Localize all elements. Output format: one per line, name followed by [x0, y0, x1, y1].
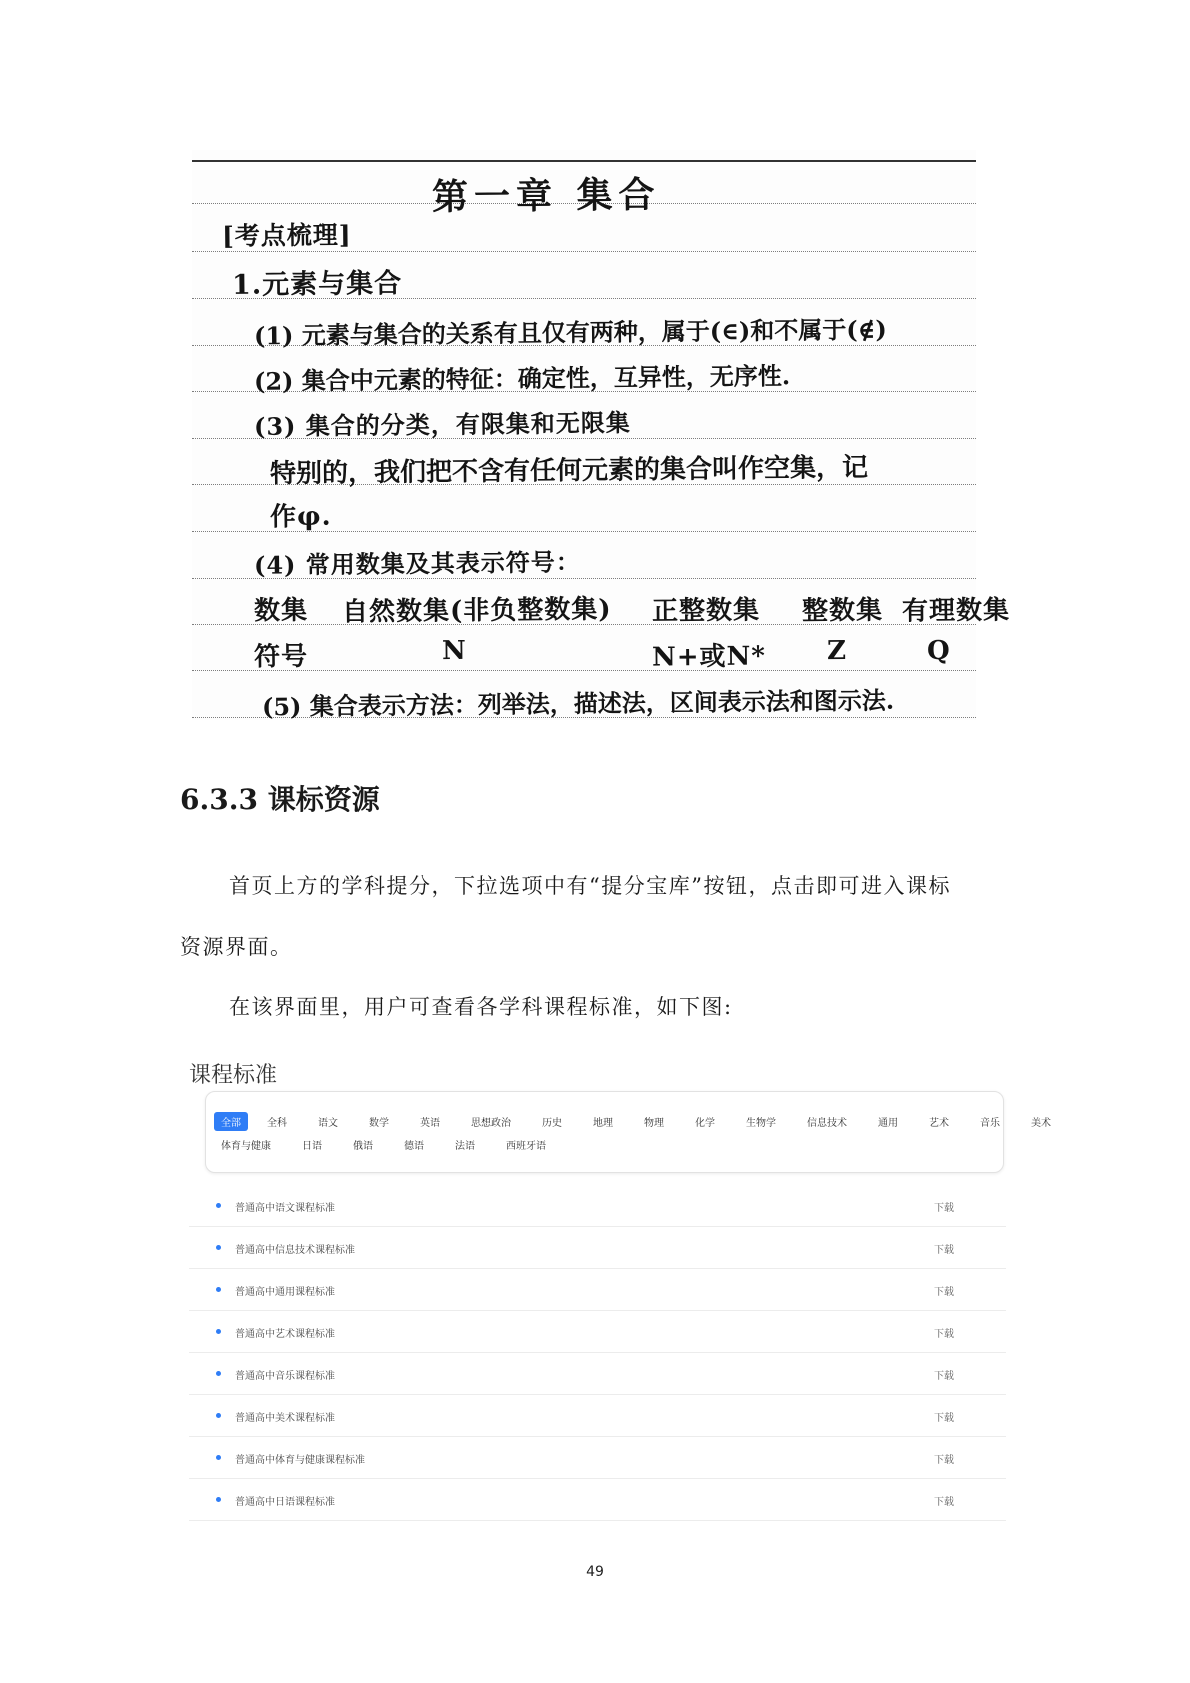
standard-name[interactable]: 普通高中信息技术课程标准: [235, 1245, 355, 1256]
number-set-symbol: Z: [826, 635, 848, 667]
subject-chip[interactable]: 艺术: [929, 1118, 949, 1129]
subject-chip[interactable]: 体育与健康: [221, 1141, 271, 1152]
paragraph: 在该界面里，用户可查看各学科课程标准，如下图:: [229, 995, 733, 1019]
notebook-line: 1.元素与集合: [231, 268, 403, 301]
page-number: 49: [586, 1564, 604, 1580]
standard-name[interactable]: 普通高中体育与健康课程标准: [235, 1455, 365, 1466]
subject-chip[interactable]: 法语: [455, 1141, 475, 1152]
download-link[interactable]: 下载: [934, 1287, 954, 1298]
bullet-dot-icon: [216, 1455, 221, 1460]
list-item: [189, 1353, 1006, 1395]
number-set-symbol: Q: [926, 635, 951, 667]
notebook-line: (4) 常用数集及其表示符号：: [253, 547, 581, 580]
subject-chip[interactable]: 历史: [542, 1118, 562, 1129]
notebook-line: (1) 元素与集合的关系有且仅有两种，属于(∈)和不属于(∉): [253, 314, 887, 351]
list-item: [189, 1437, 1006, 1479]
subject-chip[interactable]: 西班牙语: [506, 1141, 546, 1152]
subject-chip[interactable]: 生物学: [746, 1118, 776, 1129]
subject-chip[interactable]: 俄语: [353, 1141, 373, 1152]
section-heading: 6.3.3 课标资源: [180, 783, 380, 816]
subject-chip-row: [214, 1135, 570, 1154]
download-link[interactable]: 下载: [934, 1413, 954, 1424]
bullet-dot-icon: [216, 1245, 221, 1250]
standards-list: [189, 1185, 1006, 1521]
subject-chip[interactable]: 通用: [878, 1118, 898, 1129]
standard-name[interactable]: 普通高中通用课程标准: [235, 1287, 335, 1298]
paragraph: 资源界面。: [180, 935, 293, 959]
bullet-dot-icon: [216, 1413, 221, 1418]
notebook-line: 特别的，我们把不含有任何元素的集合叫作空集，记: [269, 452, 869, 490]
download-link[interactable]: 下载: [934, 1245, 954, 1256]
subject-chip[interactable]: 思想政治: [471, 1118, 511, 1129]
download-link[interactable]: 下载: [934, 1329, 954, 1340]
subject-chip[interactable]: 美术: [1031, 1118, 1051, 1129]
notebook-rule: [192, 670, 976, 671]
list-item: [189, 1479, 1006, 1521]
notebook-top-rule: [192, 160, 976, 162]
number-set-header: 正整数集: [651, 595, 761, 627]
notebook-line: (2) 集合中元素的特征：确定性，互异性，无序性.: [253, 361, 791, 396]
subject-chip[interactable]: 全部: [214, 1112, 248, 1131]
number-set-symbol: N: [441, 635, 467, 667]
number-set-symbol: 符号: [253, 641, 309, 673]
number-set-symbol: N+或N*: [651, 641, 767, 673]
bullet-dot-icon: [216, 1497, 221, 1502]
number-set-header: 整数集: [801, 595, 884, 627]
number-set-header: 数集: [253, 595, 309, 627]
number-set-header: 自然数集(非负整数集): [341, 594, 612, 628]
bullet-dot-icon: [216, 1371, 221, 1376]
notebook-line: (3) 集合的分类，有限集和无限集: [253, 408, 631, 441]
subject-chip[interactable]: 德语: [404, 1141, 424, 1152]
bullet-dot-icon: [216, 1287, 221, 1292]
subject-chip[interactable]: 语文: [318, 1118, 338, 1129]
list-item: [189, 1311, 1006, 1353]
subject-chip[interactable]: 物理: [644, 1118, 664, 1129]
number-set-header: 有理数集: [901, 595, 1011, 627]
list-item: [189, 1269, 1006, 1311]
subject-chip[interactable]: 数学: [369, 1118, 389, 1129]
standard-name[interactable]: 普通高中艺术课程标准: [235, 1329, 335, 1340]
notebook-line: 作φ.: [269, 501, 332, 533]
download-link[interactable]: 下载: [934, 1203, 954, 1214]
handwritten-notes-image: [192, 150, 1011, 722]
subject-chip[interactable]: 全科: [267, 1118, 287, 1129]
subject-chip[interactable]: 音乐: [980, 1118, 1000, 1129]
subject-filter-card: [205, 1091, 1051, 1173]
download-link[interactable]: 下载: [934, 1455, 954, 1466]
list-item: [189, 1227, 1006, 1269]
download-link[interactable]: 下载: [934, 1497, 954, 1508]
bullet-dot-icon: [216, 1329, 221, 1334]
paragraph: 首页上方的学科提分，下拉选项中有“提分宝库”按钮，点击即可进入课标: [229, 874, 951, 898]
subject-chip[interactable]: 英语: [420, 1118, 440, 1129]
subject-chip[interactable]: 日语: [302, 1141, 322, 1152]
notebook-line: (5) 集合表示方法：列举法，描述法，区间表示法和图示法.: [261, 685, 895, 722]
list-item: [189, 1185, 1006, 1227]
subject-chip[interactable]: 化学: [695, 1118, 715, 1129]
standard-name[interactable]: 普通高中音乐课程标准: [235, 1371, 335, 1382]
standard-name[interactable]: 普通高中日语课程标准: [235, 1497, 335, 1508]
standard-name[interactable]: 普通高中语文课程标准: [235, 1203, 335, 1214]
subject-chip-row: [214, 1112, 1075, 1131]
subject-chip[interactable]: 信息技术: [807, 1118, 847, 1129]
course-standards-title: 课程标准: [189, 1063, 278, 1088]
notebook-title: 第一章 集合: [431, 173, 661, 219]
standard-name[interactable]: 普通高中美术课程标准: [235, 1413, 335, 1424]
subject-chip[interactable]: 地理: [593, 1118, 613, 1129]
list-item: [189, 1395, 1006, 1437]
bullet-dot-icon: [216, 1203, 221, 1208]
notebook-line: [考点梳理]: [221, 220, 352, 251]
download-link[interactable]: 下载: [934, 1371, 954, 1382]
